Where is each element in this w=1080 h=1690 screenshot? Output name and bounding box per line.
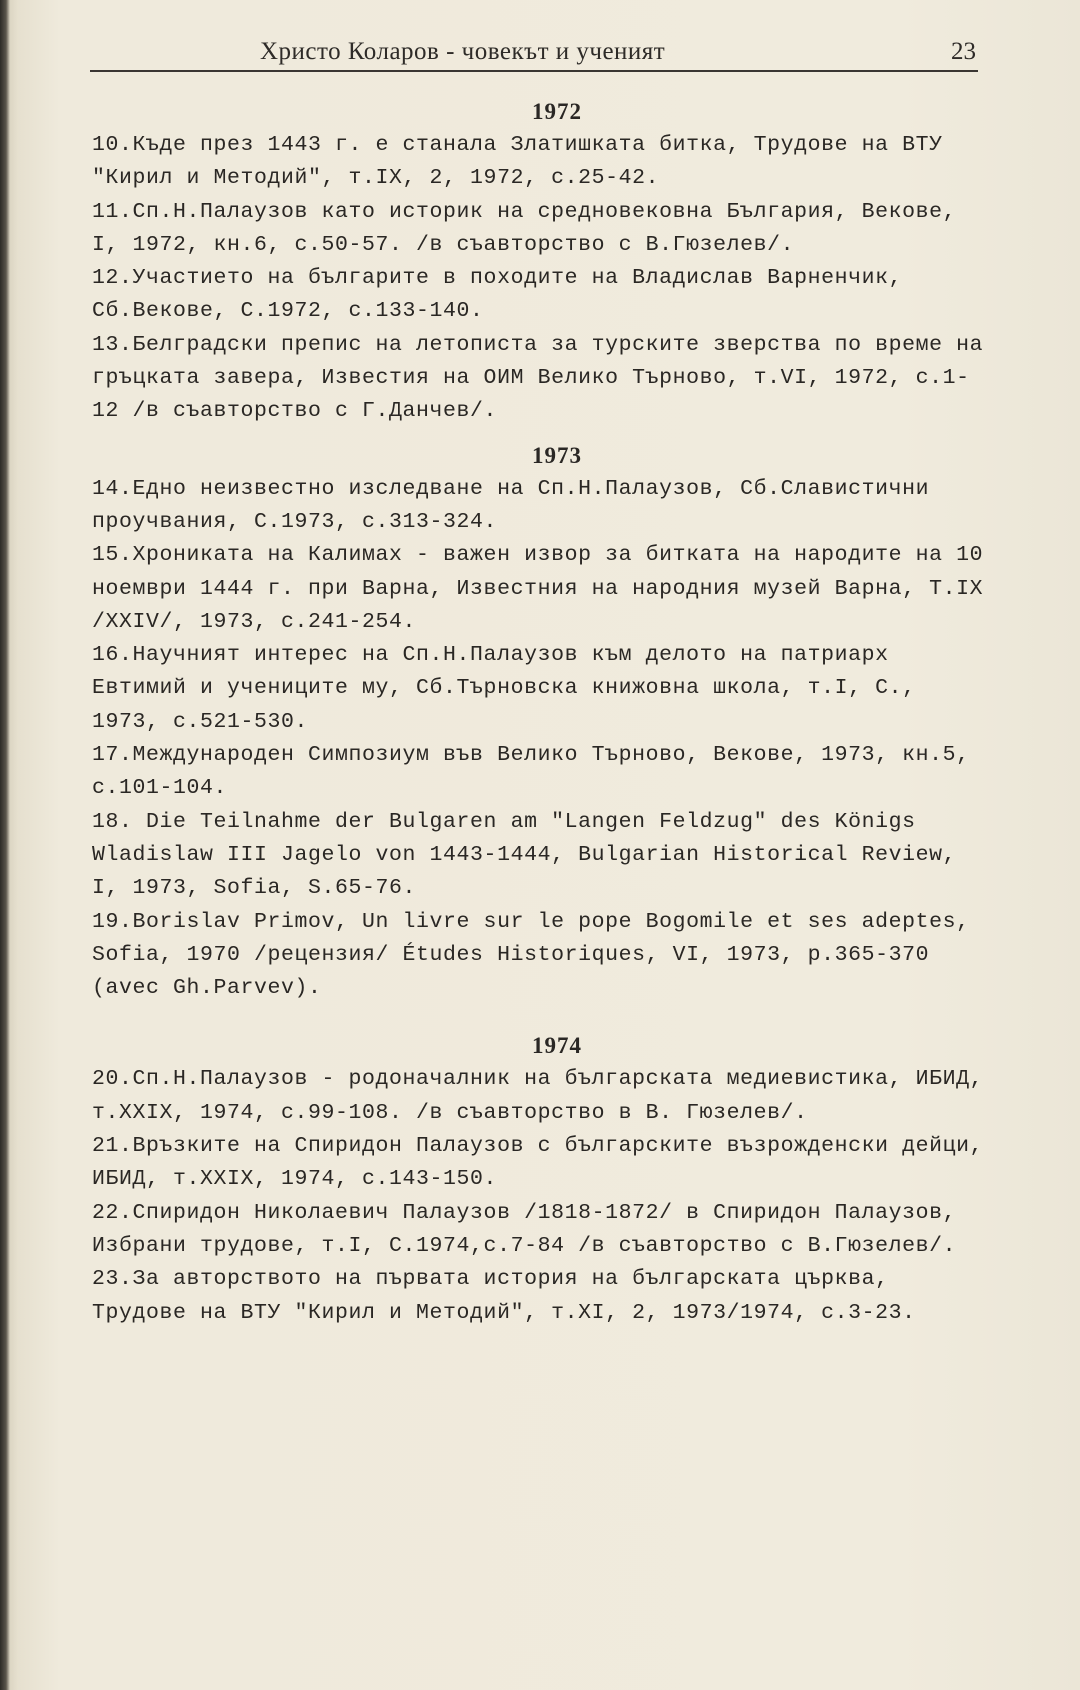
bibliography-entry: 18. Die Teilnahme der Bulgaren am "Langen Feldzug" des Königs Wladislaw III Jagelo von 1443-1444, Bulgarian Historical Review, I, 1973, Sofia, S.65-76. <box>92 809 970 901</box>
entry-list <box>92 473 997 1006</box>
bibliography-entry: 21.Връзките на Спиридон Палаузов с българските възрожденски дейци, ИБИД, т.XXIX, 1974, с.143-150. <box>92 1134 997 1192</box>
entry-list <box>92 1063 997 1329</box>
bibliography-entry: 13.Белградски препис на летописта за турските зверства по време на гръцката завера, Известия на ОИМ Велико Търново, т.VI, 1972, с.1-12 /в съавторство с Г.Данчев/. <box>92 332 997 424</box>
bibliography-entry: 14.Едно неизвестно изследване на Сп.Н.Палаузов, Сб.Славистични проучвания, С.1973, с.313-324. <box>92 476 943 534</box>
page-binding-edge <box>0 0 10 1690</box>
bibliography-entry: 15.Хрониката на Калимах - важен извор за битката на народите на 10 ноември 1444 г. при Варна, Известния на народния музей Варна, Т.IX /XXIV/, 1973, с.241-254. <box>92 543 997 634</box>
bibliography-entry: 16.Научният интерес на Сп.Н.Палаузов към делото на патриарх Евтимий и учениците му, Сб.Търновска книжовна школа, т.I, С., 1973, с.521-530. <box>92 643 930 734</box>
year-section-1972 <box>92 95 997 429</box>
bibliography-entry: 11.Сп.Н.Палаузов като историк на средновековна България, Векове, I, 1972, кн.6, с.50-57. /в съавторство с В.Гюзелев/. <box>92 199 970 257</box>
bibliography-entry: 23.За авторството на първата история на българската църква, Трудове на ВТУ "Кирил и Методий", т.XI, 2, 1973/1974, с.3-23. <box>92 1267 916 1325</box>
year-heading: 1972 <box>532 99 582 124</box>
bibliography-entry: 12.Участието на българите в походите на Владислав Варненчик, Сб.Векове, С.1972, с.133-140. <box>92 266 916 324</box>
bibliography-entry: 19.Borislav Primov, Un livre sur le pope Bogomile et ses adeptes, Sofia, 1970 /рецензия/ Études Historiques, VI, 1973, p.365-370 (avec Gh.Parvev). <box>92 909 984 1001</box>
year-section-1973 <box>92 439 997 1006</box>
bibliography-entry: 10.Къде през 1443 г. е станала Златишката битка, Трудове на ВТУ "Кирил и Методий", т.IX, 2, 1972, с.25-42. <box>92 133 957 191</box>
bibliography-entry: 17.Международен Симпозиум във Велико Търново, Векове, 1973, кн.5, с.101-104. <box>92 743 984 801</box>
year-section-1974 <box>92 1029 997 1329</box>
running-header-title: Христо Коларов - човекът и ученият <box>260 38 666 65</box>
bibliography-list <box>92 95 997 1330</box>
year-heading: 1974 <box>532 1033 582 1059</box>
bibliography-entry: 20.Сп.Н.Палаузов - родоначалник на българската медиевистика, ИБИД, т.XXIX, 1974, с.99-108. /в съавторство в В. Гюзелев/. <box>92 1067 997 1125</box>
running-header <box>90 36 978 72</box>
entry-list <box>92 129 997 429</box>
bibliography-entry: 22.Спиридон Николаевич Палаузов /1818-1872/ в Спиридон Палаузов, Избрани трудове, т.I, С.1974,с.7-84 /в съавторство с В.Гюзелев/. <box>92 1200 970 1258</box>
page-number: 23 <box>951 38 976 65</box>
year-heading: 1973 <box>532 442 582 468</box>
